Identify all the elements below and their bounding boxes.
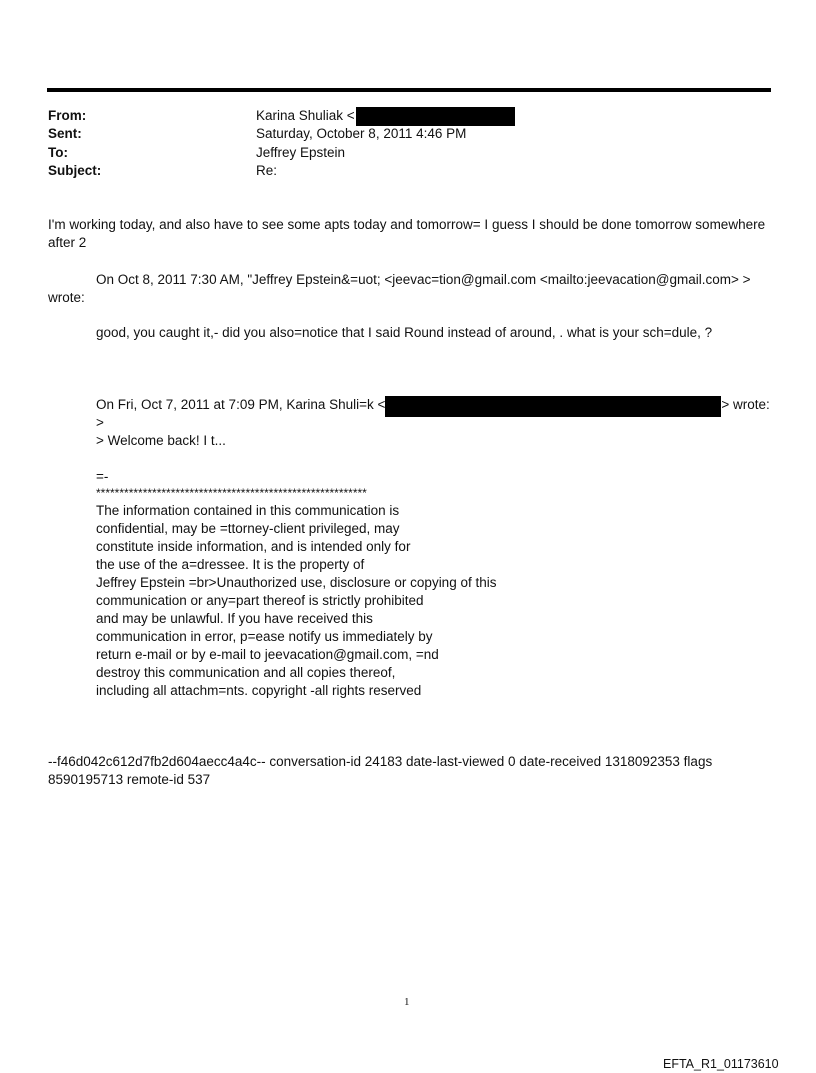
- to-label: To:: [48, 145, 68, 160]
- notice-line: constitute inside information, and is intended only for: [96, 539, 411, 554]
- bates-number: EFTA_R1_01173610: [663, 1057, 779, 1071]
- notice-line: confidential, may be =ttorney-client privileged, may: [96, 521, 400, 536]
- from-label: From:: [48, 108, 87, 123]
- notice-line: including all attachm=nts. copyright -all rights reserved: [96, 683, 422, 698]
- quote1-body: good, you caught it,- did you also=notice that I said Round instead of around, . what is your sch=dule, ?: [96, 325, 713, 340]
- separator-text: =-: [96, 469, 109, 484]
- notice-line: The information contained in this communication is: [96, 503, 400, 518]
- quote2-line: >: [96, 415, 104, 430]
- from-name: Karina Shuliak <: [256, 108, 355, 123]
- notice-line: return e-mail or by e-mail to jeevacation@gmail.com, =nd: [96, 647, 439, 662]
- notice-line: communication or any=part thereof is strictly prohibited: [96, 593, 424, 608]
- sent-value: Saturday, October 8, 2011 4:46 PM: [256, 126, 467, 141]
- notice-line: communication in error, p=ease notify us immediately by: [96, 629, 433, 644]
- subject-value: Re:: [256, 163, 278, 178]
- header-rule: [47, 88, 771, 92]
- to-value: Jeffrey Epstein: [256, 145, 346, 160]
- confidentiality-notice: [96, 502, 496, 700]
- sent-label: Sent:: [48, 126, 82, 141]
- metadata-line-1: --f46d042c612d7fb2d604aecc4a4c-- conversation-id 24183 date-last-viewed 0 date-received 1318092353 flags: [48, 754, 713, 769]
- separator-asterisks: **********************************************************: [96, 486, 367, 500]
- quote2-prefix: On Fri, Oct 7, 2011 at 7:09 PM, Karina Shuli=k <: [96, 397, 386, 412]
- notice-line: Jeffrey Epstein =br>Unauthorized use, disclosure or copying of this: [96, 575, 497, 590]
- from-value: [256, 107, 515, 126]
- redaction-box: [356, 107, 515, 126]
- message-line-1: I'm working today, and also have to see some apts today and tomorrow= I guess I should be done tomorrow somewhere: [48, 217, 766, 232]
- notice-line: the use of the a=dressee. It is the property of: [96, 557, 365, 572]
- message-line-2: after 2: [48, 235, 87, 250]
- quote2-line: > Welcome back! I t...: [96, 433, 226, 448]
- metadata-line-2: 8590195713 remote-id 537: [48, 772, 211, 787]
- notice-line: destroy this communication and all copies thereof,: [96, 665, 396, 680]
- quote2-header: [96, 396, 770, 417]
- quote1-header: On Oct 8, 2011 7:30 AM, "Jeffrey Epstein&=uot; <jeevac=tion@gmail.com <mailto:jeevacation@gmail.com> >: [96, 272, 751, 287]
- page-number: 1: [404, 996, 410, 1008]
- redaction-box: [385, 396, 721, 417]
- quote1-wrote: wrote:: [48, 290, 85, 305]
- quote2-suffix: > wrote:: [721, 397, 770, 412]
- notice-line: and may be unlawful. If you have received this: [96, 611, 373, 626]
- subject-label: Subject:: [48, 163, 102, 178]
